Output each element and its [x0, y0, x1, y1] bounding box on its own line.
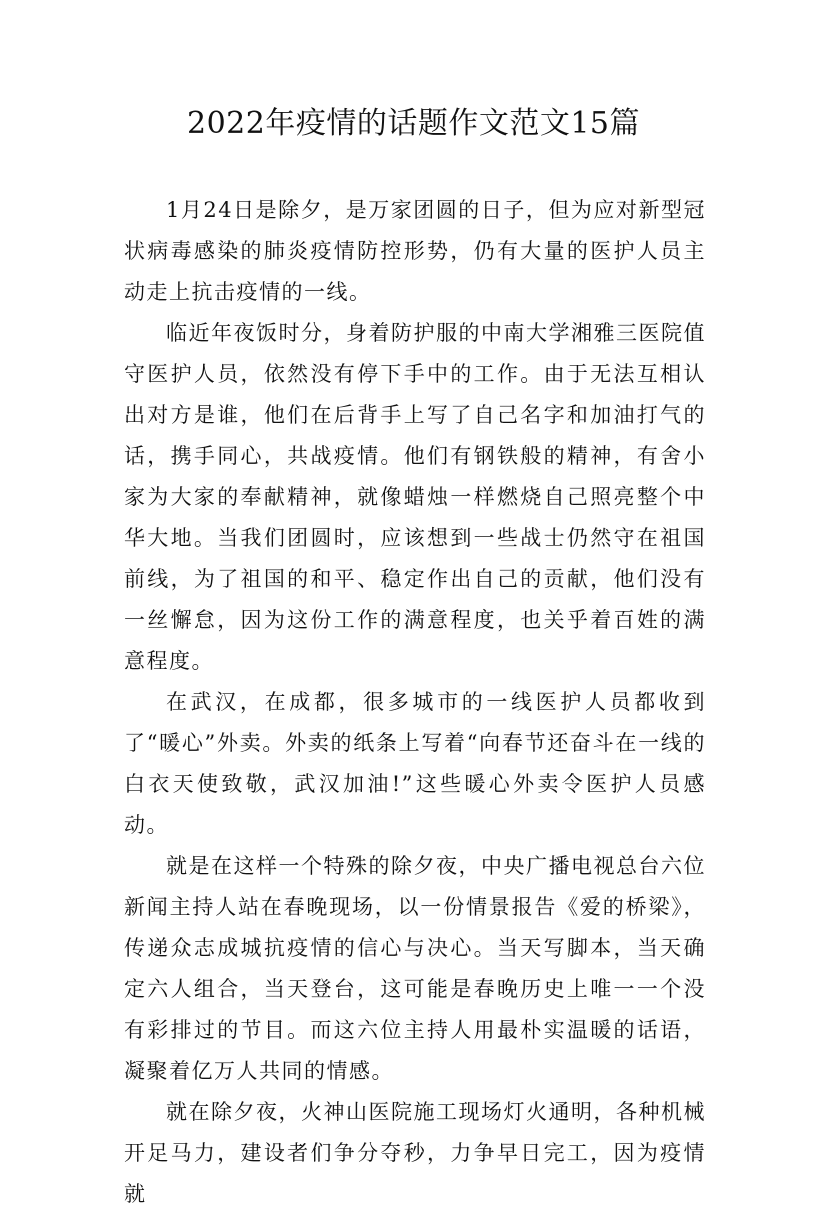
paragraph-2: 临近年夜饭时分，身着防护服的中南大学湘雅三医院值守医护人员，依然没有停下手中的工作。由于无法互相认出对方是谁，他们在后背手上写了自己名字和加油打气的话，携手同心，共战疫情。他们有钢铁般的精神，有舍小家为大家的奉献精神，就像蜡烛一样燃烧自己照亮整个中华大地。当我们团圆时，应该想到一些战士仍然守在祖国前线，为了祖国的和平、稳定作出自己的贡献，他们没有一丝懈怠，因为这份工作的满意程度，也关乎着百姓的满意程度。: [124, 321, 706, 673]
paragraph-5: 就在除夕夜，火神山医院施工现场灯火通明，各种机械开足马力，建设者们争分夺秒，力争早日完工，因为疫情就: [124, 1100, 706, 1206]
document-title: 2022年疫情的话题作文范文15篇: [186, 106, 641, 141]
paragraph-1: 1月24日是除夕，是万家团圆的日子，但为应对新型冠状病毒感染的肺炎疫情防控形势，仍有大量的医护人员主动走上抗击疫情的一线。: [124, 198, 706, 304]
document-body: [124, 190, 706, 1215]
paragraph-4: 就是在这样一个特殊的除夕夜，中央广播电视总台六位新闻主持人站在春晚现场，以一份情景报告《爱的桥梁》，传递众志成城抗疫情的信心与决心。当天写脚本，当天确定六人组合，当天登台，这可能是春晚历史上唯一一个没有彩排过的节目。而这六位主持人用最朴实温暖的话语，凝聚着亿万人共同的情感。: [124, 854, 706, 1083]
paragraph-3: 在武汉，在成都，很多城市的一线医护人员都收到了“暖心”外卖。外卖的纸条上写着“向春节还奋斗在一线的白衣天使致敬，武汉加油!”这些暖心外卖令医护人员感动。: [124, 690, 706, 837]
